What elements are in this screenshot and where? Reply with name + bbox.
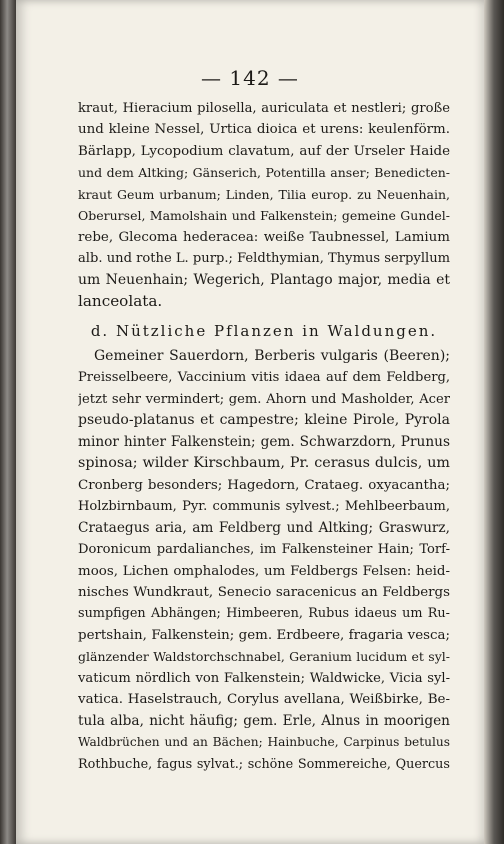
text-line: lanceolata. [78, 292, 163, 311]
text-line: Preisselbeere, Vaccinium vitis idaea auf dem Feldberg, [78, 370, 450, 386]
text-line: um Neuenhain; Wegerich, Plantago major, media et [78, 271, 450, 288]
text-line: glänzender Waldstorchschnabel, Geranium lucidum et syl- [78, 649, 450, 665]
text-line: Cronberg besonders; Hagedorn, Crataeg. oxyacantha; [78, 477, 450, 493]
book-fore-edge [484, 0, 504, 844]
text-line: Holzbirnbaum, Pyr. communis sylvest.; Mehlbeerbaum, [78, 499, 450, 515]
text-line: pseudo-platanus et campestre; kleine Pirole, Pyrola [78, 412, 450, 429]
text-line: minor hinter Falkenstein; gem. Schwarzdorn, Prunus [78, 433, 450, 450]
paragraph-forest-plants [78, 346, 450, 775]
book-gutter [0, 0, 16, 844]
text-line: vaticum nördlich von Falkenstein; Waldwicke, Vicia syl- [78, 670, 450, 686]
text-line: Gemeiner Sauerdorn, Berberis vulgaris (Beeren); [94, 347, 450, 364]
text-line: und kleine Nessel, Urtica dioica et urens: keulenförm. [78, 122, 450, 138]
text-line: kraut, Hieracium pilosella, auriculata et nestleri; große [78, 101, 450, 116]
text-line: pertshain, Falkenstein; gem. Erdbeere, fragaria vesca; [78, 627, 450, 643]
text-line: Waldbrüchen und an Bächen; Hainbuche, Carpinus betulus [78, 735, 450, 750]
text-line: Crataegus aria, am Feldberg und Altking; Graswurz, [78, 519, 450, 536]
text-line: Doronicum pardalianches, im Falkensteiner Hain; Torf- [78, 542, 450, 558]
section-heading: d. Nützliche Pflanzen in Waldungen. [90, 321, 438, 340]
text-line: sumpfigen Abhängen; Himbeeren, Rubus idaeus um Ru- [78, 606, 450, 622]
text-line: und dem Altking; Gänserich, Potentilla anser; Benedicten- [78, 165, 450, 181]
text-line: Bärlapp, Lycopodium clavatum, auf der Urseler Haide [78, 143, 450, 159]
text-line: rebe, Glecoma hederacea: weiße Taubnessel, Lamium [78, 229, 450, 245]
text-line: nisches Wundkraut, Senecio saracenicus an Feldbergs [78, 584, 450, 600]
text-line: vatica. Haselstrauch, Corylus avellana, Weißbirke, Be- [78, 692, 450, 708]
body-text [78, 98, 450, 775]
text-line: Rothbuche, fagus sylvat.; schöne Sommereiche, Quercus [78, 756, 450, 772]
text-line: tula alba, nicht häufig; gem. Erle, Alnus in moorigen [78, 712, 450, 729]
page-number: — 142 — [201, 66, 299, 90]
text-line: alb. und rothe L. purp.; Feldthymian, Thymus serpyllum [78, 251, 450, 267]
text-line: Oberursel, Mamolshain und Falkenstein; gemeine Gundel- [78, 208, 450, 224]
book-page [16, 0, 484, 844]
text-line: moos, Lichen omphalodes, um Feldbergs Felsen: heid- [78, 563, 450, 579]
text-line: jetzt sehr vermindert; gem. Ahorn und Masholder, Acer [78, 391, 450, 407]
text-line: kraut Geum urbanum; Linden, Tilia europ. zu Neuenhain, [78, 186, 450, 202]
paragraph-herbs [78, 98, 450, 313]
text-line: spinosa; wilder Kirschbaum, Pr. cerasus dulcis, um [78, 455, 450, 472]
